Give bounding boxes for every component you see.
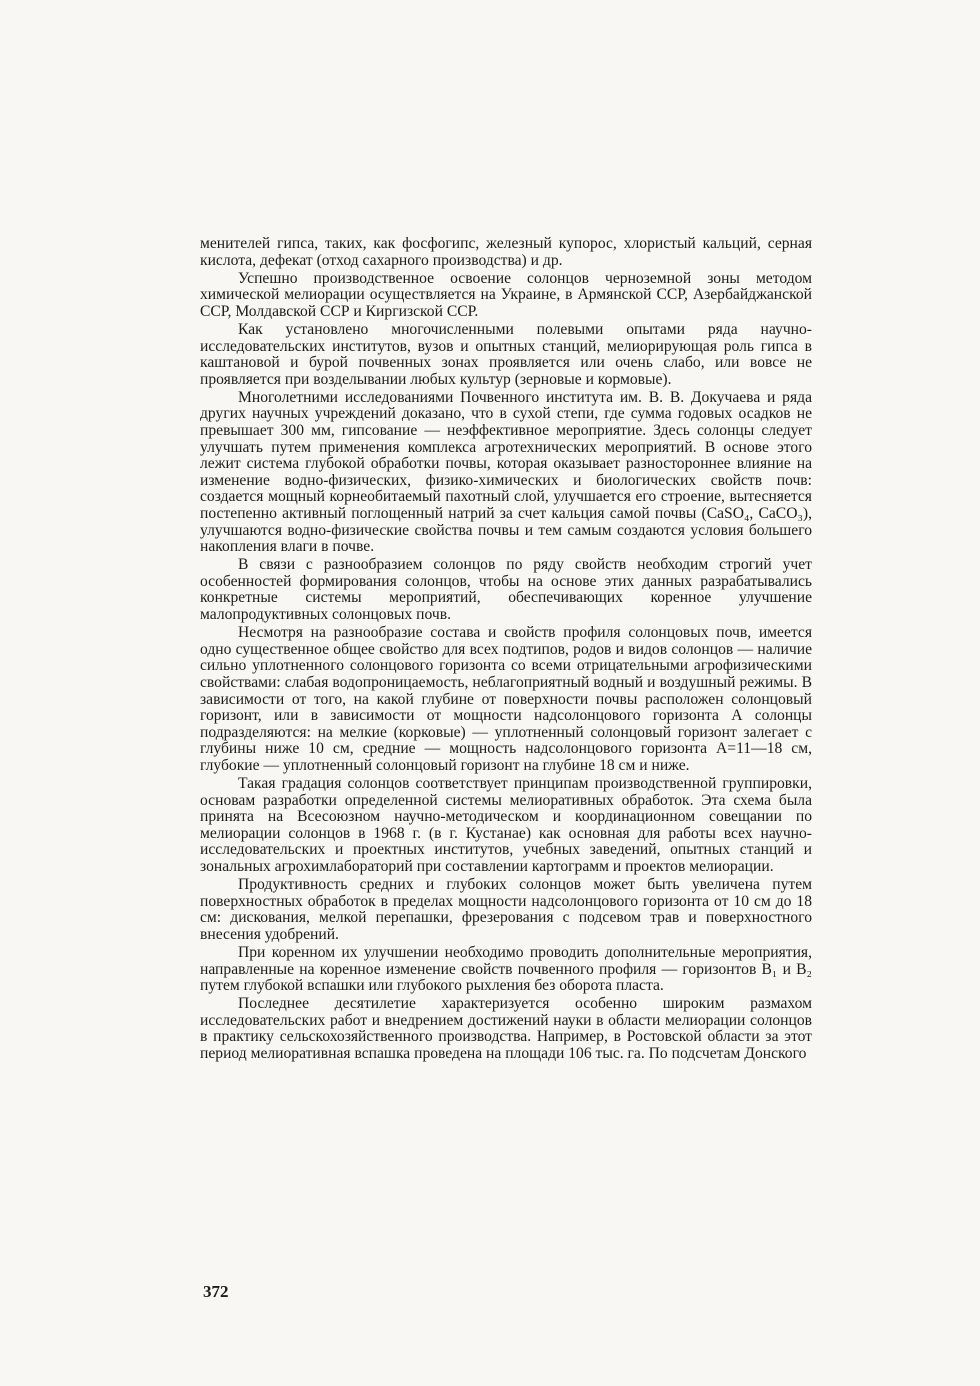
paragraph-3: Как установлено многочисленными полевыми опытами ряда научно-исследовательских институтов, вузов и опытных станций, мелиорирующая роль гипса в каштановой и бурой почвенных зонах проявляется или очень слабо, или вовсе не проявляется при возделывании любых культур (зерновые и кормовые). xyxy=(200,320,812,388)
paragraph-10: Последнее десятилетие характеризуется особенно широким размахом исследовательских работ и внедрением достижений науки в области мелиорации солонцов в практику сельскохозяйственного производства. Например, в Ростовской области за этот период мелиоративная вспашка проведена на площади 106 тыс. га. По подсчетам Донского xyxy=(200,995,812,1062)
paragraph-5: В связи с разнообразием солонцов по ряду свойств необходим строгий учет особенностей формирования солонцов, чтобы на основе этих данных разрабатывались конкретные системы мероприятий, обеспечивающих коренное улучшение малопродуктивных солонцовых почв. xyxy=(200,556,812,624)
paragraph-7: Такая градация солонцов соответствует принципам производственной группировки, основам разработки определенной системы мелиоративных обработок. Эта схема была принята на Всесоюзном научно-методическом и координационном совещании по мелиорации солонцов в 1968 г. (в г. Кустанае) как основная для работы всех научно-исследовательских и проектных институтов, учебных заведений, опытных станций и зональных агрохимлабораторий при составлении картограмм и проектов мелиорации. xyxy=(200,775,812,875)
paragraph-9: При коренном их улучшении необходимо проводить дополнительные мероприятия, направленные на коренное изменение свойств почвенного профиля — горизонтов B₁ и B₂ путем глубокой вспашки или глубокого рыхления без оборота пласта. xyxy=(200,943,812,995)
body-text xyxy=(200,236,812,1064)
paragraph-2: Успешно производственное освоение солонцов черноземной зоны методом химической мелиорации осуществляется на Украине, в Армянской ССР, Азербайджанской ССР, Молдавской ССР и Киргизской ССР. xyxy=(200,269,812,320)
paragraph-1: менителей гипса, таких, как фосфогипс, железный купорос, хлористый кальций, серная кислота, дефекат (отход сахарного производства) и др. xyxy=(200,235,812,269)
paragraph-4: Многолетними исследованиями Почвенного института им. В. В. Докучаева и ряда других научных учреждений доказано, что в сухой степи, где сумма годовых осадков не превышает 300 мм, гипсование — неэффективное мероприятие. Здесь солонцы следует улучшать путем применения комплекса агротехнических мероприятий. В основе этого лежит система глубокой обработки почвы, которая оказывает разностороннее влияние на изменение водно-физических, физико-химических и биологических свойств почв: создается мощный корнеобитаемый пахотный слой, улучшается его строение, вытесняется постепенно активный поглощенный натрий за счет кальция самой почвы (CaSO₄, CaCO₃), улучшаются водно-физические свойства почвы и тем самым создаются условия большего накопления влаги в почве. xyxy=(200,388,812,556)
paragraph-8: Продуктивность средних и глубоких солонцов может быть увеличена путем поверхностных обработок в пределах мощности надсолонцового горизонта от 10 см до 18 см: дискования, мелкой перепашки, фрезерования с подсевом трав и поверхностного внесения удобрений. xyxy=(200,876,812,943)
paragraph-6: Несмотря на разнообразие состава и свойств профиля солонцовых почв, имеется одно существенное общее свойство для всех подтипов, родов и видов солонцов — наличие сильно уплотненного солонцового горизонта со всеми отрицательными агрофизическими свойствами: слабая водопроницаемость, неблагоприятный водный и воздушный режимы. В зависимости от того, на какой глубине от поверхности почвы расположен солонцовый горизонт, или в зависимости от мощности надсолонцового горизонта А солонцы подразделяются: на мелкие (корковые) — уплотненный солонцовый горизонт залегает с глубины ниже 10 см, средние — мощность надсолонцового горизонта А=11—18 см, глубокие — уплотненный солонцовый горизонт на глубине 18 см и ниже. xyxy=(200,624,812,774)
page-number: 372 xyxy=(203,1282,229,1301)
